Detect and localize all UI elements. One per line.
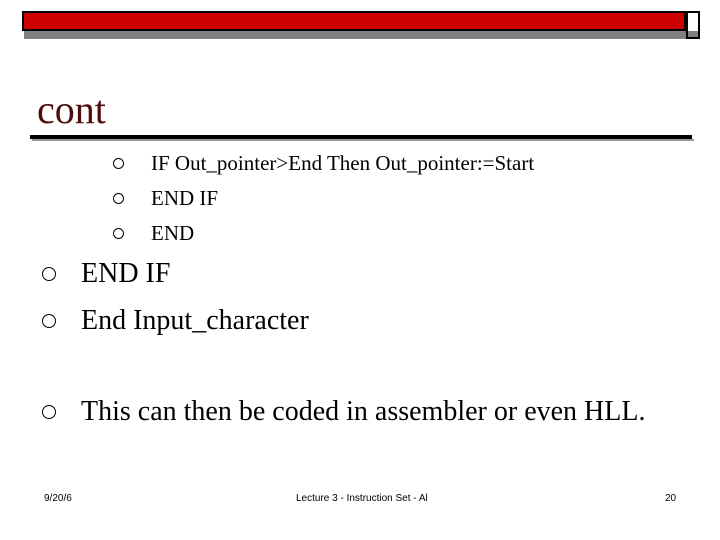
main-list-item [42, 255, 661, 293]
hollow-bullet-icon [42, 267, 56, 281]
footer-title: Lecture 3 - Instruction Set - Al [296, 493, 428, 504]
main-list-item [42, 393, 661, 431]
hollow-bullet-icon [113, 158, 124, 169]
sub-item-text: IF Out_pointer>End Then Out_pointer:=Start [151, 151, 535, 175]
hollow-bullet-icon [113, 193, 124, 204]
hollow-bullet-icon [42, 405, 56, 419]
top-bar-end-box [686, 11, 700, 39]
footer-date: 9/20/6 [44, 493, 72, 504]
main-item-text: End Input_character [81, 305, 309, 336]
top-bar-shadow [24, 31, 688, 39]
title-rule [30, 135, 692, 139]
main-list-item [42, 302, 661, 340]
sub-list-item [113, 151, 534, 175]
footer-page-number: 20 [665, 493, 677, 504]
hollow-bullet-icon [42, 314, 56, 328]
top-bar-red-stripe [22, 11, 686, 31]
hollow-bullet-icon [113, 228, 124, 239]
main-item-text: This can then be coded in assembler or even HLL. [81, 396, 646, 427]
sub-list-item [113, 186, 218, 210]
top-decorative-bar [22, 11, 702, 41]
sub-list-item [113, 221, 194, 245]
title-rule-shadow [32, 139, 694, 141]
sub-item-text: END [151, 221, 195, 245]
sub-item-text: END IF [151, 186, 219, 210]
slide-title: cont [37, 87, 106, 132]
main-item-text: END IF [81, 258, 171, 289]
